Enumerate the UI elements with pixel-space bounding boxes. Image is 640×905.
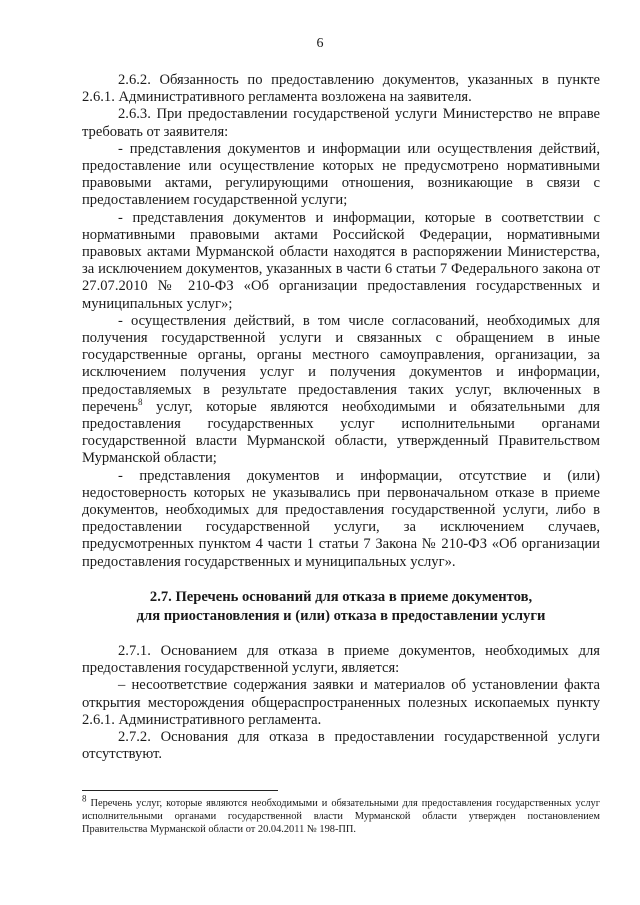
section-heading-line-1: 2.7. Перечень оснований для отказа в приеме документов, [149, 588, 533, 605]
list-item-approvals-text-b: услуг, которые являются необходимыми и обязательными для предоставления государственных услуг исполнительными органами государственной власти Мурманской области, утвержденный Правительством Мурманской области; [82, 398, 600, 467]
section-heading-line-2: для приостановления и (или) отказа в предоставлении услуги [136, 607, 546, 624]
paragraph-2-7-1: 2.7.1. Основанием для отказа в приеме документов, необходимых для предоставления государственной услуги, является: [82, 642, 600, 677]
footnote-body: Перечень услуг, которые являются необходимыми и обязательными для предоставления государственных услуг исполнительными органами государственной власти Мурманской области утвержден постановлением Правительства Мурманской области от 20.04.2011 № 198-ПП. [82, 798, 600, 836]
footnote-reference: 8 [137, 397, 143, 407]
list-item-missing-info: - представления документов и информации, отсутствие и (или) недостоверность которых не указывались при первоначальном отказе в приеме документов, необходимых для предоставления государственной услуги, либо в предоставлении государственной услуги, за исключением случаев, предусмотренных пунктом 4 части 1 статьи 7 Закона № 210-ФЗ «Об организации предоставления государственных и муниципальных услуг». [82, 467, 600, 570]
spacer [82, 571, 600, 588]
paragraph-2-6-3: 2.6.3. При предоставлении государственой услуги Министерство не вправе требовать от заявителя: [82, 106, 600, 140]
spacer [82, 626, 600, 643]
page-number: 6 [316, 36, 324, 51]
footnote [82, 793, 600, 837]
list-item-mismatch: – несоответствие содержания заявки и материалов об установлении факта открытия месторождения общераспространенных полезных ископаемых пункту 2.6.1. Административного регламента. [82, 677, 600, 728]
list-item-actions: - представления документов и информации или осуществления действий, предоставление или осуществление которых не предусмотрено нормативными правовыми актами, регулирующими отношения, возникающие в связи с предоставлением государственной услуги; [82, 140, 600, 209]
document-body [82, 72, 600, 763]
list-item-documents: - представления документов и информации, которые в соответствии с нормативными правовыми актами Российской Федерации, нормативными правовых актами Мурманской области находятся в распоряжении Министерства, за исключением документов, указанных в части 6 статьи 7 Федерального закона от 27.07.2010 № 210-ФЗ «Об организации предоставления государственных и муниципальных услуг»; [82, 209, 600, 312]
footnote-separator [82, 790, 278, 791]
list-item-approvals-text-a: - осуществления действий, в том числе согласований, необходимых для получения государственной услуги и связанных с обращением в иные государственные органы, органы местного самоуправления, организации, за исключением получения услуг и получения документов и информации, предоставляемых в результате предоставления таких услуг, включенных в перечень [82, 312, 600, 415]
paragraph-2-7-2: 2.7.2. Основания для отказа в предоставлении государственной услуги отсутствуют. [82, 728, 600, 763]
list-item-approvals [82, 313, 600, 468]
footnote-text [82, 793, 600, 837]
paragraph-2-6-2: 2.6.2. Обязанность по предоставлению документов, указанных в пункте 2.6.1. Административного регламента возложена на заявителя. [82, 72, 600, 106]
footnote-marker: 8 [82, 793, 87, 804]
